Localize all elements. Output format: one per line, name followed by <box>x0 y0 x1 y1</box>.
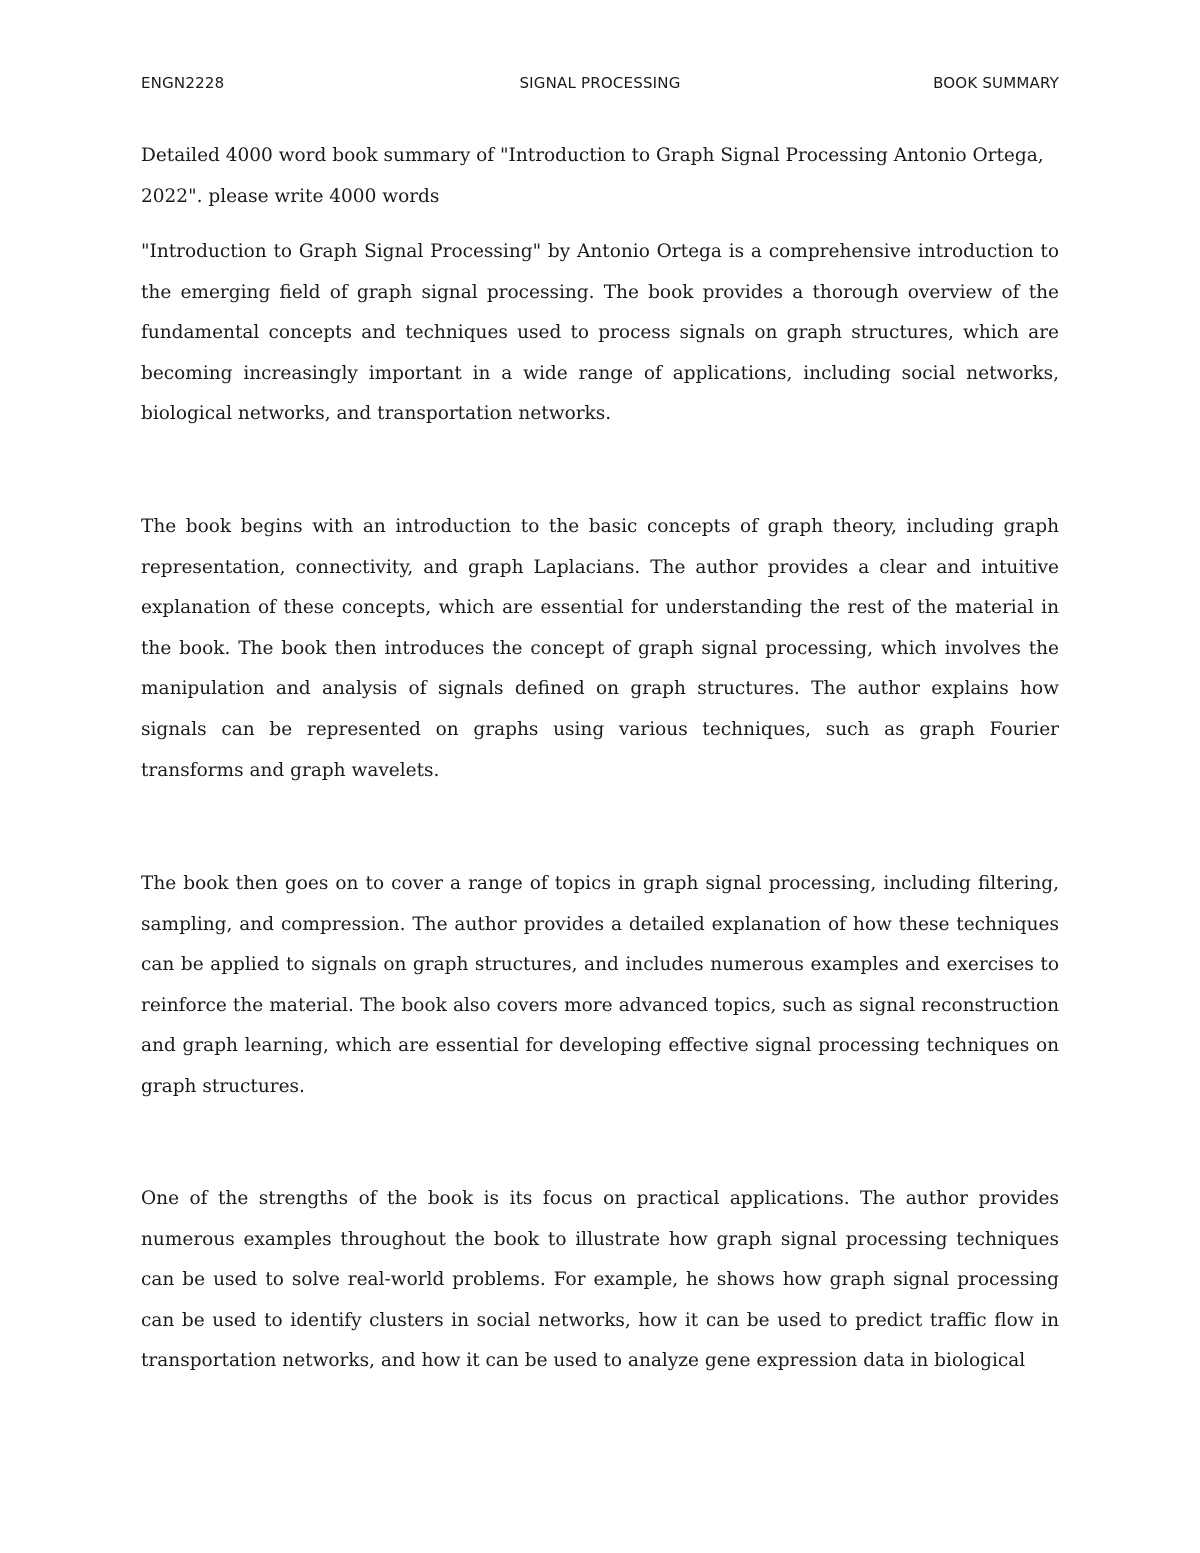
page-header <box>141 74 1059 98</box>
body-paragraph-4: One of the strengths of the book is its focus on practical applications. The author provides numerous examples throughout the book to illustrate how graph signal processing techniques can be used to solve real-world problems. For example, he shows how graph signal processing can be used to identify clusters in social networks, how it can be used to predict traffic flow in transportation networks, and how it can be used to analyze gene expression data in biological <box>141 1188 1059 1372</box>
header-course-code: ENGN2228 <box>141 74 225 92</box>
header-doc-type: BOOK SUMMARY <box>933 74 1059 92</box>
header-subject: SIGNAL PROCESSING <box>519 74 681 92</box>
body-paragraph-3: The book then goes on to cover a range of topics in graph signal processing, including filtering, sampling, and compression. The author provides a detailed explanation of how these techniques can be applied to signals on graph structures, and includes numerous examples and exercises to reinforce the material. The book also covers more advanced topics, such as signal reconstruction and graph learning, which are essential for developing effective signal processing techniques on graph structures. <box>141 873 1059 1097</box>
prompt-paragraph: Detailed 4000 word book summary of "Introduction to Graph Signal Processing Antonio Ortega, 2022". please write 4000 words <box>141 145 1044 207</box>
body-paragraph-2: The book begins with an introduction to the basic concepts of graph theory, including graph representation, connectivity, and graph Laplacians. The author provides a clear and intuitive explanation of these concepts, which are essential for understanding the rest of the material in the book. The book then introduces the concept of graph signal processing, which involves the manipulation and analysis of signals defined on graph structures. The author explains how signals can be represented on graphs using various techniques, such as graph Fourier transforms and graph wavelets. <box>141 516 1059 781</box>
body-paragraph-1: "Introduction to Graph Signal Processing" by Antonio Ortega is a comprehensive introduction to the emerging field of graph signal processing. The book provides a thorough overview of the fundamental concepts and techniques used to process signals on graph structures, which are becoming increasingly important in a wide range of applications, including social networks, biological networks, and transportation networks. <box>141 241 1059 425</box>
